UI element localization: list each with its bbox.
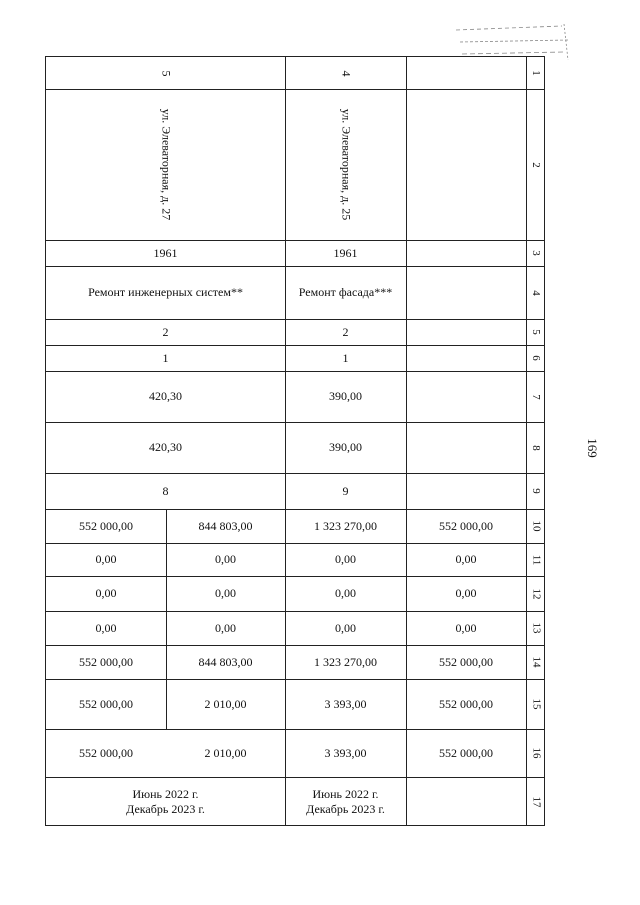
- work-type-25: Ремонт фасада***: [298, 285, 393, 299]
- r13-d: 0,00: [455, 620, 477, 635]
- cell-r5-c2: 2: [342, 324, 349, 339]
- area-total-27: 420,30: [149, 389, 182, 403]
- r15-c: 3 393,00: [324, 696, 367, 711]
- r16-c: 3 393,00: [324, 745, 367, 760]
- r12-d: 0,00: [455, 586, 477, 600]
- row-number: 11: [530, 554, 542, 565]
- work-type-27: Ремонт инженерных систем**: [88, 285, 243, 299]
- area-living-27: 420,30: [149, 440, 182, 454]
- r13-a: 0,00: [95, 620, 117, 635]
- r15-d: 552 000,00: [439, 696, 493, 711]
- row-number: 12: [530, 588, 542, 599]
- cell-r6-c1: 1: [162, 350, 169, 365]
- area-total-25: 390,00: [329, 389, 362, 403]
- r16-a: 552 000,00: [79, 745, 133, 760]
- address-27: ул. Элеваторная, д. 27: [159, 108, 173, 221]
- r10-b: 844 803,00: [198, 518, 253, 533]
- row-number: 8: [530, 444, 542, 451]
- r14-c: 1 323 270,00: [314, 654, 377, 669]
- year-25: 1961: [333, 245, 358, 260]
- cell-r9-c2: 9: [342, 483, 349, 498]
- r12-c: 0,00: [335, 586, 356, 600]
- r14-a: 552 000,00: [79, 654, 133, 669]
- period-25: Июнь 2022 г. Декабрь 2023 г.: [306, 787, 385, 816]
- r12-a: 0,00: [95, 586, 117, 600]
- page-number: 169: [584, 438, 600, 458]
- row-number: 2: [530, 161, 542, 168]
- row-number: 1: [530, 70, 542, 76]
- r10-c: 1 323 270,00: [314, 518, 377, 533]
- row-number: 10: [530, 520, 542, 532]
- r10-a: 552 000,00: [79, 518, 133, 533]
- cell-r1-c2: 4: [339, 70, 353, 76]
- r16-b: 2 010,00: [204, 745, 247, 760]
- cell-r6-c2: 1: [342, 350, 349, 365]
- row-number: 7: [530, 393, 542, 400]
- r11-b: 0,00: [215, 552, 236, 566]
- r14-d: 552 000,00: [439, 654, 493, 669]
- row-number: 14: [530, 656, 542, 668]
- r11-d: 0,00: [455, 552, 477, 566]
- r11-a: 0,00: [95, 552, 117, 566]
- cell-r9-c1: 8: [162, 483, 169, 498]
- row-number: 3: [530, 250, 542, 256]
- row-number: 9: [530, 488, 542, 494]
- area-living-25: 390,00: [329, 440, 362, 454]
- r11-c: 0,00: [335, 552, 356, 566]
- period-27: Июнь 2022 г. Декабрь 2023 г.: [126, 787, 205, 816]
- r15-a: 552 000,00: [79, 696, 133, 711]
- r16-d: 552 000,00: [439, 745, 493, 760]
- r12-b: 0,00: [215, 586, 236, 600]
- row-number: 13: [530, 622, 542, 634]
- row-number: 16: [530, 747, 542, 759]
- r13-b: 0,00: [215, 620, 236, 635]
- year-27: 1961: [153, 245, 178, 260]
- row-number: 4: [530, 289, 542, 296]
- row-number: 5: [530, 329, 542, 335]
- cell-r5-c1: 2: [162, 324, 169, 339]
- r10-d: 552 000,00: [439, 518, 493, 533]
- r14-b: 844 803,00: [198, 654, 253, 669]
- row-number: 17: [530, 796, 542, 808]
- r15-b: 2 010,00: [204, 696, 247, 711]
- row-number: 6: [530, 355, 542, 361]
- data-table: [45, 56, 545, 826]
- r13-c: 0,00: [335, 620, 356, 635]
- cell-r1-c1: 5: [159, 70, 173, 76]
- address-25: ул. Элеваторная, д. 25: [339, 108, 353, 221]
- row-number: 15: [530, 698, 542, 710]
